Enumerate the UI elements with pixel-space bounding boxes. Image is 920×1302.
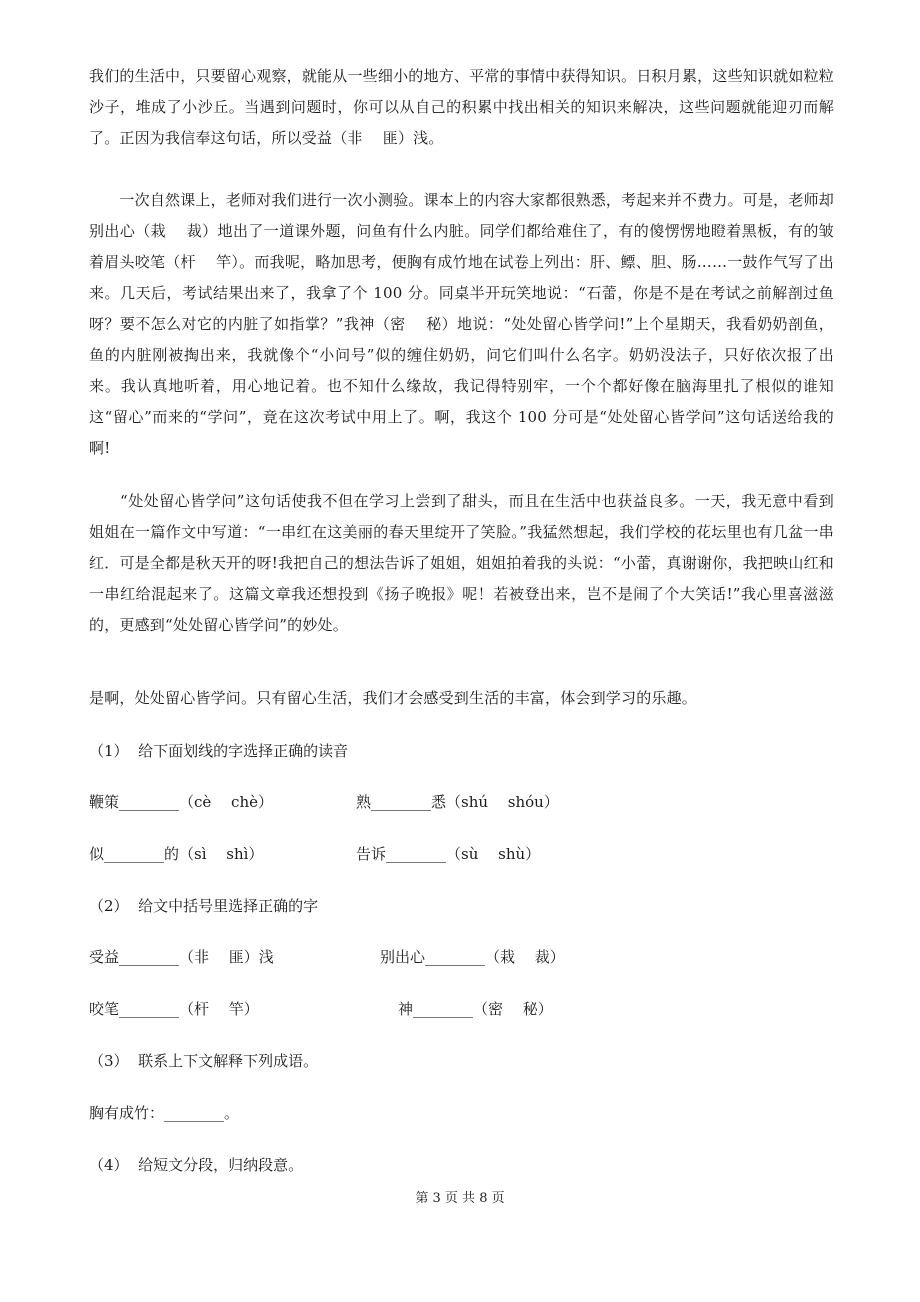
question-1-item-b: 熟________悉（shú shóu） [356,793,559,811]
passage-paragraph-4: 是啊，处处留心皆学问。只有留心生活，我们才会感受到生活的丰富，体会到学习的乐趣。 [89,689,698,707]
question-2-item-a: 受益________（非 匪）浅 [89,948,274,966]
question-1-item-a: 鞭策________（cè chè） [89,793,273,811]
passage-paragraph-1: 我们的生活中，只要留心观察，就能从一些细小的地方、平常的事情中获得知识。日积月累，这些知识就如粒粒沙子，堆成了小沙丘。当遇到问题时，你可以从自己的积累中找出相关的知识来解决，这些问题就能迎刃而解了。正因为我信奉这句话，所以受益（非 匪）浅。 [89,67,834,147]
question-3-title: （3） 联系上下文解释下列成语。 [89,1052,319,1070]
question-2-item-b: 别出心________（栽 裁） [380,948,565,966]
page-footer [0,1190,920,1208]
question-1-item-c: 似________的（sì shì） [89,845,264,863]
question-2-item-d: 神________（密 秘） [398,1000,553,1018]
passage-paragraph-3: “处处留心皆学问”这句话使我不但在学习上尝到了甜头，而且在生活中也获益良多。一天，我无意中看到姐姐在一篇作文中写道：“一串红在这美丽的春天里绽开了笑脸。”我猛然想起，我们学校的花坛里也有几盆一串红．可是全都是秋天开的呀!我把自己的想法告诉了姐姐，姐姐拍着我的头说：“小蕾，真谢谢你，我把映山红和一串红给混起来了。这篇文章我还想投到《扬子晚报》呢！若被登出来，岂不是闹了个大笑话!”我心里喜滋滋的，更感到“处处留心皆学问”的妙处。 [89,492,834,634]
question-2-title: （2） 给文中括号里选择正确的字 [89,897,319,915]
page-number-label: 第 3 页 共 8 页 [415,1191,505,1206]
question-4-title: （4） 给短文分段，归纳段意。 [89,1156,304,1174]
question-1-title: （1） 给下面划线的字选择正确的读音 [89,742,349,760]
question-2-item-c: 咬笔________（杆 竿） [89,1000,259,1018]
question-1-item-d: 告诉________（sù shù） [356,845,541,863]
question-3-item-a: 胸有成竹：________。 [89,1104,240,1122]
passage-paragraph-2: 一次自然课上，老师对我们进行一次小测验。课本上的内容大家都很熟悉，考起来并不费力。可是，老师却别出心（栽 裁）地出了一道课外题，问鱼有什么内脏。同学们都给难住了，有的傻愣愣地瞪着黑板，有的皱着眉头咬笔（杆 竿）。而我呢，略加思考，便胸有成竹地在试卷上列出：肝、鳔、胆、肠……一鼓作气写了出来。几天后，考试结果出来了，我拿了个 100 分。同桌半开玩笑地说：“石蕾，你是不是在考试之前解剖过鱼呀？要不怎么对它的内脏了如指掌？”我神（密 秘）地说：“处处留心皆学问!”上个星期天，我看奶奶剖鱼，鱼的内脏刚被掏出来，我就像个“小问号”似的缠住奶奶，问它们叫什么名字。奶奶没法子，只好依次报了出来。我认真地听着，用心地记着。也不知什么缘故，我记得特别牢，一个个都好像在脑海里扎了根似的谁知这“留心”而来的“学问”，竟在这次考试中用上了。啊，我这个 100 分可是“处处留心皆学问”这句话送给我的啊! [89,191,834,457]
